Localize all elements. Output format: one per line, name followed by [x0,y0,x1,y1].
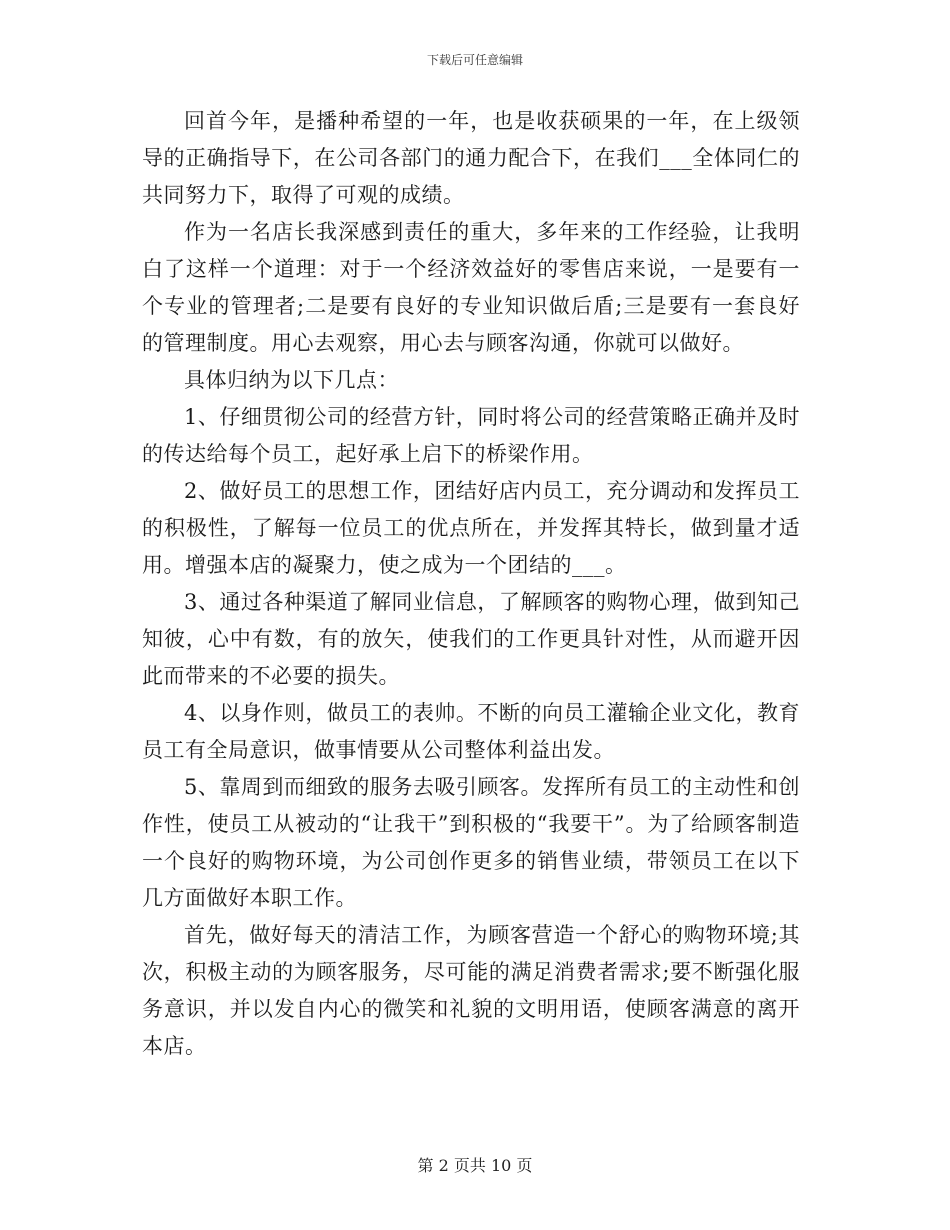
page-footer [0,1156,950,1176]
document-body [142,103,800,1065]
paragraph-store-manager: 作为一名店长我深感到责任的重大，多年来的工作经验，让我明白了这样一个道理：对于一个经济效益好的零售店来说，一是要有一个专业的管理者;二是要有良好的专业知识做后盾;三是要有一套良好的管理制度。用心去观察，用心去与顾客沟通，你就可以做好。 [142,220,800,355]
page-header [0,52,950,68]
paragraph-summary-heading: 具体归纳为以下几点： [184,368,399,392]
paragraph-point-2: 2、做好员工的思想工作，团结好店内员工，充分调动和发挥员工的积极性，了解每一位员工的优点所在，并发挥其特长，做到量才适用。增强本店的凝聚力，使之成为一个团结的___。 [142,479,800,577]
header-text: 下载后可任意编辑 [426,53,523,67]
paragraph-point-4: 4、以身作则，做员工的表帅。不断的向员工灌输企业文化，教育员工有全局意识，做事情要从公司整体利益出发。 [142,701,800,762]
paragraph-point-3: 3、通过各种渠道了解同业信息，了解顾客的购物心理，做到知己知彼，心中有数，有的放矢，使我们的工作更具针对性，从而避开因此而带来的不必要的损失。 [142,590,800,688]
paragraph-point-1: 1、仔细贯彻公司的经营方针，同时将公司的经营策略正确并及时的传达给每个员工，起好承上启下的桥梁作用。 [142,405,800,466]
page-number: 第 2 页共 10 页 [417,1156,533,1175]
paragraph-first-cleaning: 首先，做好每天的清洁工作，为顾客营造一个舒心的购物环境;其次，积极主动的为顾客服务，尽可能的满足消费者需求;要不断强化服务意识，并以发自内心的微笑和礼貌的文明用语，使顾客满意的离开本店。 [142,923,800,1058]
paragraph-point-5: 5、靠周到而细致的服务去吸引顾客。发挥所有员工的主动性和创作性，使员工从被动的“让我干”到积极的“我要干”。为了给顾客制造一个良好的购物环境，为公司创作更多的销售业绩，带领员工在以下几方面做好本职工作。 [142,775,800,910]
paragraph-intro: 回首今年，是播种希望的一年，也是收获硕果的一年，在上级领导的正确指导下，在公司各部门的通力配合下，在我们___全体同仁的共同努力下，取得了可观的成绩。 [142,109,800,207]
